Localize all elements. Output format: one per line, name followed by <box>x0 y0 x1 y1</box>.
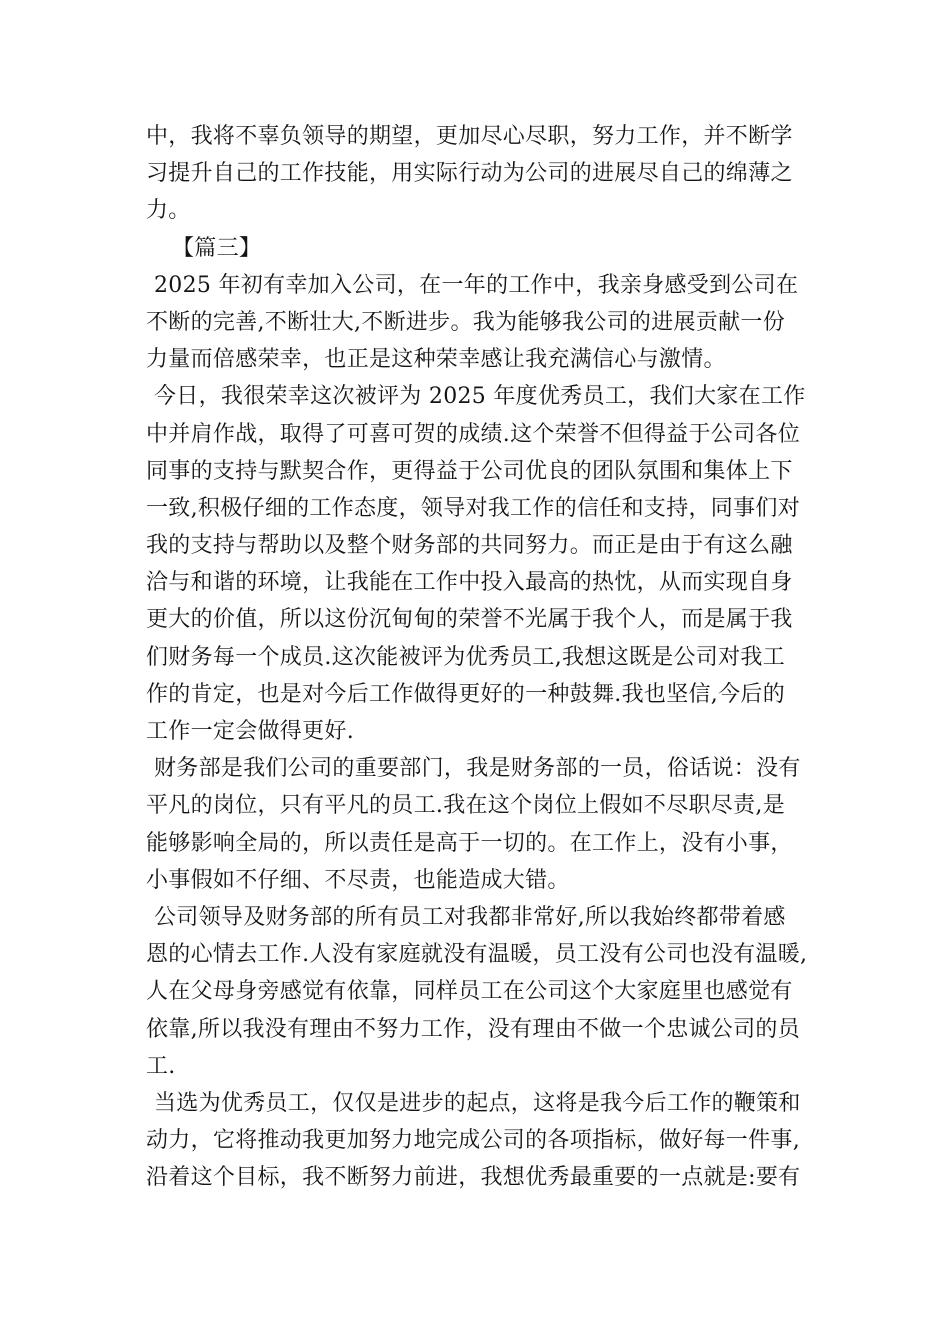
text-line: 作的肯定，也是对今后工作做得更好的一种鼓舞.我也坚信,今后的 <box>146 681 785 707</box>
paragraph-first-line: 2025 年初有幸加入公司，在一年的工作中，我亲身感受到公司在 <box>154 272 799 298</box>
text-line: 更大的价值，所以这份沉甸甸的荣誉不光属于我个人，而是属于我 <box>146 607 793 633</box>
text-line: 动力，它将推动我更加努力地完成公司的各项指标，做好每一件事, <box>146 1128 800 1154</box>
paragraph-first-line: 财务部是我们公司的重要部门，我是财务部的一员，俗话说：没有 <box>154 756 801 782</box>
text-line: 恩的心情去工作.人没有家庭就没有温暖，员工没有公司也没有温暖, <box>146 942 808 968</box>
text-line: 依靠,所以我没有理由不努力工作，没有理由不做一个忠诚公司的员 <box>146 1016 800 1042</box>
text-line: 不断的完善,不断壮大,不断进步。我为能够我公司的进展贡献一份 <box>146 309 785 335</box>
document-body <box>146 118 816 1196</box>
text-line: 洽与和谐的环境，让我能在工作中投入最高的热忱，从而实现自身 <box>146 570 793 596</box>
text-line: 中并肩作战，取得了可喜可贺的成绩.这个荣誉不但得益于公司各位 <box>146 421 800 447</box>
paragraph-first-line: 当选为优秀员工，仅仅是进步的起点，这将是我今后工作的鞭策和 <box>154 1090 801 1116</box>
text-line: 力量而倍感荣幸，也正是这种荣幸感让我充满信心与激情。 <box>146 347 726 373</box>
text-line: 平凡的岗位，只有平凡的员工.我在这个岗位上假如不尽职尽责,是 <box>146 793 785 819</box>
text-line: 人在父母身旁感觉有依靠，同样员工在公司这个大家庭里也感觉有 <box>146 979 793 1005</box>
text-line: 能够影响全局的，所以责任是高于一切的。在工作上，没有小事， <box>146 830 793 856</box>
text-line: 同事的支持与默契合作，更得益于公司优良的团队氛围和集体上下 <box>146 458 793 484</box>
text-line: 们财务每一个成员.这次能被评为优秀员工,我想这既是公司对我工 <box>146 644 785 670</box>
text-line: 工作一定会做得更好. <box>146 719 354 744</box>
text-line: 工. <box>146 1053 176 1079</box>
paragraph-first-line: 公司领导及财务部的所有员工对我都非常好,所以我始终都带着感 <box>154 904 786 930</box>
section-heading: 【篇三】 <box>172 235 262 261</box>
text-line: 习提升自己的工作技能，用实际行动为公司的进展尽自己的绵薄之 <box>146 161 793 187</box>
text-line: 小事假如不仔细、不尽责，也能造成大错。 <box>146 867 570 893</box>
text-line: 沿着这个目标，我不断努力前进，我想优秀最重要的一点就是:要有 <box>146 1165 801 1191</box>
text-line: 我的支持与帮助以及整个财务部的共同努力。而正是由于有这么融 <box>146 533 793 559</box>
paragraph-first-line: 今日，我很荣幸这次被评为 2025 年度优秀员工，我们大家在工作 <box>154 384 806 410</box>
text-line: 中，我将不辜负领导的期望，更加尽心尽职，努力工作，并不断学 <box>146 124 793 149</box>
text-line: 一致,积极仔细的工作态度，领导对我工作的信任和支持，同事们对 <box>146 495 800 521</box>
text-line: 力。 <box>146 198 191 224</box>
